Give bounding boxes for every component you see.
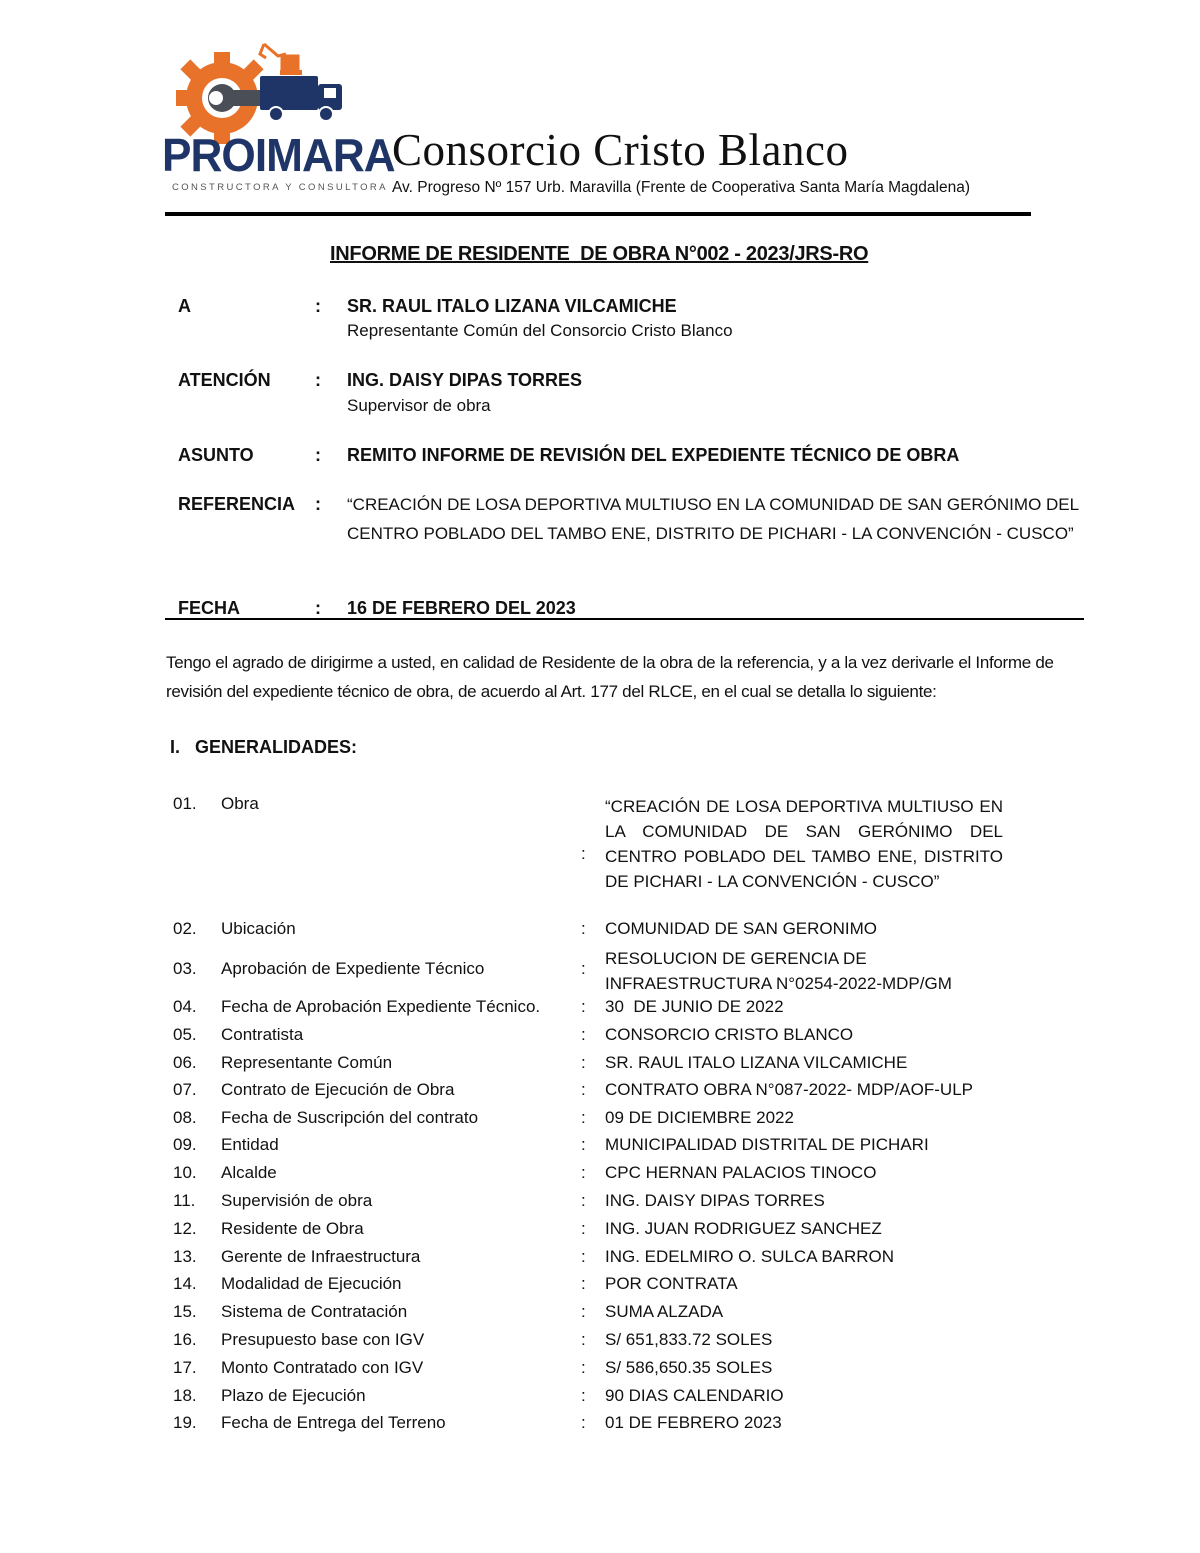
row-label: Presupuesto base con IGV: [221, 1330, 425, 1349]
memo-separator: :: [315, 598, 321, 618]
row-label: Entidad: [221, 1135, 279, 1154]
row-value: CONTRATO OBRA N°087-2022- MDP/AOF-ULP: [605, 1080, 973, 1099]
memo-label-fecha: FECHA: [178, 598, 240, 618]
row-value: 90 DIAS CALENDARIO: [605, 1386, 784, 1405]
intro-paragraph: Tengo el agrado de dirigirme a usted, en calidad de Residente de la obra de la referencia, y a la vez derivarle el Informe de revisión del expediente técnico de obra, de acuerdo al Art. 177 del RLCE, en el cual se detalla lo siguiente:: [166, 653, 1054, 701]
excavator-icon: [260, 44, 302, 75]
row-separator: :: [581, 997, 586, 1016]
attention-role: Supervisor de obra: [347, 396, 491, 415]
row-value: POR CONTRATA: [605, 1274, 738, 1293]
row-separator: :: [581, 1219, 586, 1238]
row-label: Contrato de Ejecución de Obra: [221, 1080, 455, 1099]
row-separator: :: [581, 1025, 586, 1044]
row-number: 12.: [173, 1219, 197, 1238]
row-number: 13.: [173, 1247, 197, 1266]
row-separator: :: [581, 1135, 586, 1154]
row-label: Monto Contratado con IGV: [221, 1358, 424, 1377]
row-separator: :: [581, 1330, 586, 1349]
row-number: 19.: [173, 1413, 197, 1432]
row-value: 01 DE FEBRERO 2023: [605, 1413, 782, 1432]
recipient-role: Representante Común del Consorcio Cristo Blanco: [347, 321, 733, 340]
row-value: RESOLUCION DE GERENCIA DE INFRAESTRUCTURA N°0254-2022-MDP/GM: [605, 949, 952, 993]
memo-separator: :: [315, 296, 321, 316]
row-label: Obra: [221, 794, 259, 813]
memo-separator: :: [315, 445, 321, 465]
row-separator: :: [581, 1053, 586, 1072]
row-label: Plazo de Ejecución: [221, 1386, 366, 1405]
row-value: SUMA ALZADA: [605, 1302, 724, 1321]
memo-label-a: A: [178, 296, 191, 316]
recipient-name: SR. RAUL ITALO LIZANA VILCAMICHE: [347, 296, 677, 316]
row-label: Modalidad de Ejecución: [221, 1274, 402, 1293]
row-number: 16.: [173, 1330, 197, 1349]
row-value: S/ 586,650.35 SOLES: [605, 1358, 773, 1377]
row-number: 14.: [173, 1274, 197, 1293]
section-title: I. GENERALIDADES:: [170, 737, 358, 757]
row-number: 04.: [173, 997, 197, 1016]
row-number: 02.: [173, 919, 197, 938]
reference-value: “CREACIÓN DE LOSA DEPORTIVA MULTIUSO EN LA COMUNIDAD DE SAN GERÓNIMO DEL CENTRO POBLADO DEL TAMBO ENE, DISTRITO DE PICHARI - LA CONVENCIÓN - CUSCO”: [347, 495, 1079, 543]
row-number: 06.: [173, 1053, 197, 1072]
date-value: 16 DE FEBRERO DEL 2023: [347, 598, 576, 618]
row-separator: :: [581, 1302, 586, 1321]
row-separator: :: [581, 1163, 586, 1182]
row-label: Residente de Obra: [221, 1219, 364, 1238]
memo-divider: [165, 618, 1084, 620]
row-label: Gerente de Infraestructura: [221, 1247, 421, 1266]
row-separator: :: [581, 844, 586, 863]
memo-separator: :: [315, 494, 321, 514]
row-label: Fecha de Entrega del Terreno: [221, 1413, 446, 1432]
row-value: 30 DE JUNIO DE 2022: [605, 997, 784, 1016]
company-address: Av. Progreso Nº 157 Urb. Maravilla (Frente de Cooperativa Santa María Magdalena): [392, 179, 971, 196]
row-separator: :: [581, 1247, 586, 1266]
row-label: Fecha de Aprobación Expediente Técnico.: [221, 997, 541, 1016]
row-number: 11.: [173, 1191, 196, 1210]
row-label: Fecha de Suscripción del contrato: [221, 1108, 479, 1127]
row-number: 01.: [173, 794, 197, 813]
row-label: Aprobación de Expediente Técnico: [221, 959, 485, 978]
row-number: 18.: [173, 1386, 197, 1405]
row-separator: :: [581, 1358, 586, 1377]
attention-name: ING. DAISY DIPAS TORRES: [347, 370, 583, 390]
row-number: 05.: [173, 1025, 197, 1044]
row-value: MUNICIPALIDAD DISTRITAL DE PICHARI: [605, 1135, 929, 1154]
row-separator: :: [581, 1386, 586, 1405]
row-label: Sistema de Contratación: [221, 1302, 408, 1321]
row-number: 15.: [173, 1302, 197, 1321]
row-number: 08.: [173, 1108, 197, 1127]
row-number: 07.: [173, 1080, 197, 1099]
memo-label-asunto: ASUNTO: [178, 445, 254, 465]
row-separator: :: [581, 919, 586, 938]
row-number: 09.: [173, 1135, 197, 1154]
memo-label-atencion: ATENCIÓN: [178, 370, 271, 390]
row-value: S/ 651,833.72 SOLES: [605, 1330, 773, 1349]
subject-value: REMITO INFORME DE REVISIÓN DEL EXPEDIENTE TÉCNICO DE OBRA: [347, 445, 960, 465]
row-separator: :: [581, 1274, 586, 1293]
logo-wordmark: PROIMARA: [162, 129, 395, 181]
row-separator: :: [581, 1080, 586, 1099]
row-number: 17.: [173, 1358, 197, 1377]
row-value: COMUNIDAD DE SAN GERONIMO: [605, 919, 878, 938]
row-number: 03.: [173, 959, 197, 978]
row-label: Ubicación: [221, 919, 296, 938]
row-value: “CREACIÓN DE LOSA DEPORTIVA MULTIUSO EN LA COMUNIDAD DE SAN GERÓNIMO DEL CENTRO POBLADO DEL TAMBO ENE, DISTRITO DE PICHARI - LA CONVENCIÓN - CUSCO”: [605, 797, 1003, 891]
row-value: SR. RAUL ITALO LIZANA VILCAMICHE: [605, 1053, 908, 1072]
row-value: ING. EDELMIRO O. SULCA BARRON: [605, 1247, 895, 1266]
company-name: Consorcio Cristo Blanco: [392, 125, 849, 175]
row-separator: :: [581, 1108, 586, 1127]
row-separator: :: [581, 1191, 586, 1210]
row-separator: :: [581, 959, 586, 978]
row-number: 10.: [173, 1163, 197, 1182]
row-value: CONSORCIO CRISTO BLANCO: [605, 1025, 854, 1044]
memo-separator: :: [315, 370, 321, 390]
truck-icon: [260, 76, 342, 121]
logo-subtitle: CONSTRUCTORA Y CONSULTORA: [172, 182, 388, 193]
row-label: Contratista: [221, 1025, 304, 1044]
row-value: CPC HERNAN PALACIOS TINOCO: [605, 1163, 877, 1182]
document-title: INFORME DE RESIDENTE DE OBRA N°002 - 2023/JRS-RO: [330, 243, 869, 265]
row-value: ING. DAISY DIPAS TORRES: [605, 1191, 825, 1210]
row-value: ING. JUAN RODRIGUEZ SANCHEZ: [605, 1219, 882, 1238]
memo-label-referencia: REFERENCIA: [178, 494, 296, 514]
header-divider: [165, 212, 1031, 216]
row-label: Alcalde: [221, 1163, 277, 1182]
row-value: 09 DE DICIEMBRE 2022: [605, 1108, 794, 1127]
row-label: Representante Común: [221, 1053, 393, 1072]
row-label: Supervisión de obra: [221, 1191, 373, 1210]
row-separator: :: [581, 1413, 586, 1432]
